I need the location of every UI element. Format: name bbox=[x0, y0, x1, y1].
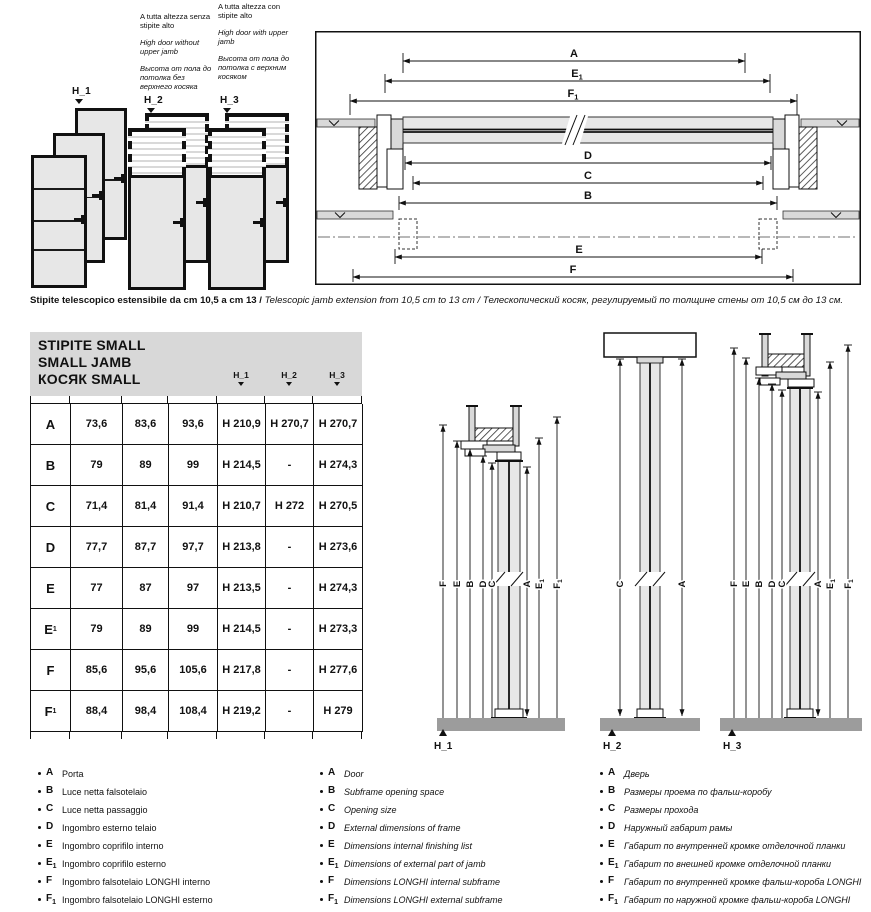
dim-label-f1: $F_1$ bbox=[552, 579, 564, 589]
legend-item: $F_1$ Dimensions LONGHI external subframe bbox=[320, 894, 600, 908]
note-it: A tutta altezza senza stipite alto bbox=[140, 12, 211, 30]
dim-label-e1: $E_1$ bbox=[534, 579, 546, 589]
dim-label-c: C bbox=[615, 580, 626, 588]
table-row: F 85,6 95,6 105,6 H 217,8 - H 277,6 bbox=[31, 650, 362, 691]
table-row: A 73,6 83,6 93,6 H 210,9 H 270,7 H 270,7 bbox=[31, 404, 362, 445]
plan-section-diagram bbox=[315, 31, 861, 285]
floor-bar bbox=[720, 718, 862, 731]
vertical-section-h1 bbox=[425, 332, 575, 758]
caption-ru: Телескопический косяк, регулируемый по толщине стены от 10,5 см до 13 см. bbox=[482, 295, 844, 306]
table-grid-ticks bbox=[30, 396, 362, 403]
door-handle bbox=[253, 221, 265, 224]
door-h1-front bbox=[31, 155, 87, 288]
dim-label-f1: $F_1$ bbox=[567, 88, 579, 102]
dim-label-e: E bbox=[575, 244, 583, 256]
floor-bar bbox=[437, 718, 565, 731]
table-header bbox=[30, 332, 362, 396]
legend-item: A Дверь bbox=[600, 768, 871, 782]
column-header-h3: H_3 bbox=[313, 370, 361, 386]
bullet-icon bbox=[320, 880, 323, 883]
dim-label-d: D bbox=[478, 580, 489, 588]
door-handle bbox=[276, 201, 288, 204]
dim-label-a: A bbox=[677, 580, 688, 588]
dim-label-b: B bbox=[465, 580, 476, 588]
legend-russian bbox=[600, 768, 871, 912]
dim-label-d: D bbox=[584, 150, 592, 162]
legend-item: B Размеры проема по фальш-коробу bbox=[600, 786, 871, 800]
dim-label-c: C bbox=[777, 580, 788, 588]
table-title: STIPITE SMALL SMALL JAMB КОСЯК SMALL bbox=[38, 337, 146, 387]
note-without-upper-jamb bbox=[140, 12, 214, 91]
jamb-profile-left bbox=[377, 115, 403, 189]
table-grid-ticks bbox=[30, 732, 362, 739]
door-handle bbox=[114, 177, 126, 180]
dim-label-e1: $E_1$ bbox=[825, 579, 837, 589]
label-h3: H_3 bbox=[723, 741, 742, 752]
legend-item: A Door bbox=[320, 768, 600, 782]
bullet-icon bbox=[38, 844, 41, 847]
note-en: High door without upper jamb bbox=[140, 38, 200, 56]
vertical-section-h2 bbox=[598, 332, 702, 758]
bullet-icon bbox=[38, 790, 41, 793]
door-handle bbox=[92, 194, 104, 197]
bullet-icon bbox=[320, 844, 323, 847]
bullet-icon bbox=[38, 880, 41, 883]
dim-label-b: B bbox=[754, 580, 765, 588]
legend-item: B Luce netta falsotelaio bbox=[38, 786, 318, 800]
legend-item: $E_1$ Габарит по внешней кромке отделочной планки bbox=[600, 858, 871, 872]
ceiling-beam bbox=[604, 333, 696, 357]
door-panel-vertical bbox=[491, 461, 527, 718]
door-panel-line bbox=[34, 249, 84, 251]
legend-item: E Ingombro coprifilo interno bbox=[38, 840, 318, 854]
legend-item: C Размеры прохода bbox=[600, 804, 871, 818]
legend-item: $E_1$ Dimensions of external part of jamb bbox=[320, 858, 600, 872]
door-panel-section bbox=[403, 113, 773, 147]
note-ru: Высота от пола до потолка с верхним косяком bbox=[218, 54, 290, 81]
legend-item: B Subframe opening space bbox=[320, 786, 600, 800]
dim-label-f: F bbox=[729, 581, 740, 587]
dim-label-f: F bbox=[569, 264, 577, 276]
dim-label-f1: $F_1$ bbox=[843, 579, 855, 589]
bullet-icon bbox=[600, 880, 603, 883]
down-arrow-icon bbox=[238, 382, 244, 386]
door-panel-line bbox=[34, 188, 84, 190]
dim-label-e1: $E_1$ bbox=[571, 68, 583, 82]
down-arrow-icon bbox=[75, 99, 83, 104]
column-header-h1: H_1 bbox=[217, 370, 265, 386]
caption-en: Telescopic jamb extension from 10,5 cm to 13 cm / bbox=[264, 295, 481, 306]
table-row: D 77,7 87,7 97,7 H 213,8 - H 273,6 bbox=[31, 527, 362, 568]
bullet-icon bbox=[600, 790, 603, 793]
door-telescopic-extension bbox=[208, 128, 266, 175]
table-row: C 71,4 81,4 91,4 H 210,7 H 272 H 270,5 bbox=[31, 486, 362, 527]
dim-label-d: D bbox=[767, 580, 778, 588]
bullet-icon bbox=[320, 826, 323, 829]
legend-item: A Porta bbox=[38, 768, 318, 782]
door-handle bbox=[173, 221, 185, 224]
dim-label-b: B bbox=[584, 190, 592, 202]
down-arrow-icon bbox=[334, 382, 340, 386]
table-row: B 79 89 99 H 214,5 - H 274,3 bbox=[31, 445, 362, 486]
dim-label-f: F bbox=[438, 581, 449, 587]
bullet-icon bbox=[600, 898, 603, 901]
bullet-icon bbox=[320, 862, 323, 865]
label-h2: H_2 bbox=[603, 741, 622, 752]
bullet-icon bbox=[600, 808, 603, 811]
legend-italian bbox=[38, 768, 318, 912]
jamb-profile-right bbox=[773, 115, 799, 189]
bullet-icon bbox=[320, 772, 323, 775]
door-handle bbox=[74, 218, 86, 221]
bullet-icon bbox=[320, 790, 323, 793]
label-h3: H_3 bbox=[220, 95, 239, 113]
bullet-icon bbox=[38, 808, 41, 811]
bullet-icon bbox=[320, 808, 323, 811]
dim-label-a: A bbox=[813, 580, 824, 588]
note-ru: Высота от пола до потолка без верхнего косяка bbox=[140, 64, 212, 91]
bullet-icon bbox=[38, 898, 41, 901]
bullet-icon bbox=[600, 826, 603, 829]
bullet-icon bbox=[600, 862, 603, 865]
label-h1: H_1 bbox=[434, 741, 453, 752]
label-h2: H_2 bbox=[144, 95, 163, 113]
note-with-upper-jamb bbox=[218, 2, 298, 81]
break-mark bbox=[496, 572, 522, 586]
door-body bbox=[208, 175, 266, 290]
door-handle bbox=[196, 201, 208, 204]
legend-item: E Габарит по внутренней кромке отделочной планки bbox=[600, 840, 871, 854]
door-panel-vertical bbox=[634, 357, 666, 718]
legend-item: C Luce netta passaggio bbox=[38, 804, 318, 818]
bullet-icon bbox=[38, 826, 41, 829]
bullet-icon bbox=[38, 772, 41, 775]
door-telescopic-extension bbox=[128, 128, 186, 175]
table-row: F 1 88,4 98,4 108,4 H 219,2 - H 279 bbox=[31, 691, 362, 732]
bullet-icon bbox=[38, 862, 41, 865]
floor-bar bbox=[600, 718, 700, 731]
legend-item: D Наружный габарит рамы bbox=[600, 822, 871, 836]
bullet-icon bbox=[600, 844, 603, 847]
dim-label-e: E bbox=[452, 580, 463, 588]
legend-item: F Ingombro falsotelaio LONGHI interno bbox=[38, 876, 318, 890]
note-it: A tutta altezza con stipite alto bbox=[218, 2, 281, 20]
legend-item: D Ingombro esterno telaio bbox=[38, 822, 318, 836]
column-header-h2: H_2 bbox=[265, 370, 313, 386]
legend-item: $F_1$ Габарит по наружной кромке фальш-короба LONGHI bbox=[600, 894, 871, 908]
legend-item: F Габарит по внутренней кромке фальш-короба LONGHI bbox=[600, 876, 871, 890]
vertical-section-h3 bbox=[716, 332, 868, 758]
size-table bbox=[30, 332, 362, 739]
legend-item: $F_1$ Ingombro falsotelaio LONGHI esterno bbox=[38, 894, 318, 908]
down-arrow-icon bbox=[286, 382, 292, 386]
table-row: E 1 79 89 99 H 214,5 - H 273,3 bbox=[31, 609, 362, 650]
dim-label-a: A bbox=[570, 48, 578, 60]
label-h1: H_1 bbox=[72, 86, 91, 104]
door-h3-front bbox=[208, 128, 266, 290]
dim-label-a: A bbox=[522, 580, 533, 588]
dim-label-c: C bbox=[584, 170, 592, 182]
note-en: High door with upper jamb bbox=[218, 28, 289, 46]
bullet-icon bbox=[600, 772, 603, 775]
dim-label-e: E bbox=[741, 580, 752, 588]
legend-item: F Dimensions LONGHI internal subframe bbox=[320, 876, 600, 890]
legend-item: $E_1$ Ingombro coprifilo esterno bbox=[38, 858, 318, 872]
door-panel-vertical bbox=[784, 388, 816, 718]
legend-item: D External dimensions of frame bbox=[320, 822, 600, 836]
legend-item: C Opening size bbox=[320, 804, 600, 818]
caption-it: Stipite telescopico estensibile da cm 10,5 a cm 13 / bbox=[30, 295, 262, 306]
table-row: E 77 87 97 H 213,5 - H 274,3 bbox=[31, 568, 362, 609]
legend-item: E Dimensions internal finishing list bbox=[320, 840, 600, 854]
legend-english bbox=[320, 768, 600, 912]
caption bbox=[30, 295, 843, 306]
jamb-head-detail bbox=[756, 334, 814, 387]
table-body bbox=[30, 403, 362, 732]
dim-label-c: C bbox=[487, 580, 498, 588]
door-body bbox=[128, 175, 186, 290]
bullet-icon bbox=[320, 898, 323, 901]
door-h2-front bbox=[128, 128, 186, 290]
